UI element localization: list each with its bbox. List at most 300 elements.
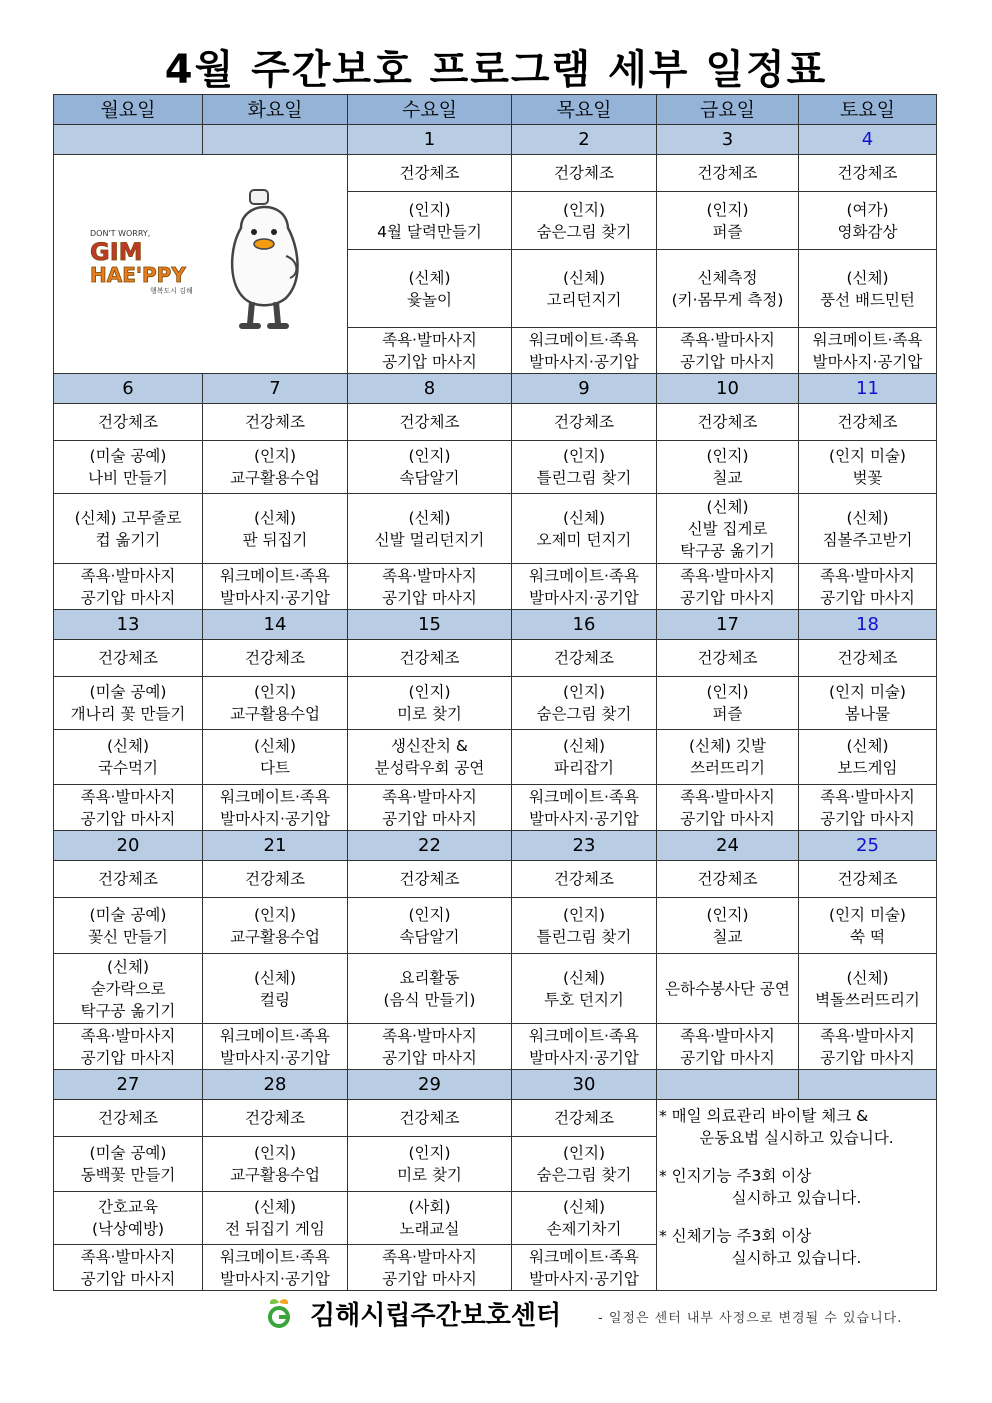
cell-line: 쑥 떡 [850,927,885,946]
exercise-row [54,1100,937,1137]
cell-line: 국수먹기 [98,759,158,777]
cell-line: 나비 만들기 [88,469,168,487]
physical-row [54,954,937,1024]
cell-line: 발마사지·공기압 [220,809,330,828]
program-cell [799,494,937,564]
program-cell [512,1245,657,1291]
cell-line: 속담알기 [399,927,460,946]
program-cell [799,861,937,898]
cell-line: 투호 던지기 [544,990,624,1009]
cell-line: 공기압 마사지 [80,588,176,607]
cell-line: 공기압 마사지 [680,352,775,371]
schedule-table [53,94,937,1291]
cell-line: 족욕·발마사지 [382,330,477,349]
cell-line: (인지 미술) [829,683,906,701]
cell-line: 건강체조 [98,1109,158,1127]
cell-line: (신체) [408,508,451,527]
note-item [659,1225,934,1269]
cell-line: 공기압 마사지 [680,588,775,607]
cell-line: 족욕·발마사지 [680,330,775,349]
cell-line: 건강체조 [697,164,758,182]
cell-line: 족욕·발마사지 [80,1247,176,1266]
cell-line: 족욕·발마사지 [382,1026,477,1045]
program-cell [512,1024,657,1070]
cell-line: (인지) [562,447,606,465]
cell-line: 고리던지기 [546,290,622,309]
cell-line: (인지) [706,683,749,701]
note-line: 실시하고 있습니다. [731,1249,862,1267]
cell-line: 발마사지·공기압 [529,588,639,607]
program-cell [348,1100,512,1137]
program-cell [512,328,657,374]
cell-line: 족욕·발마사지 [680,566,775,585]
date-row [54,831,937,861]
cell-line: (키·몸무게 측정) [671,290,784,309]
cell-line: (음식 만들기) [383,990,476,1009]
program-cell [54,1192,203,1245]
exercise-row [54,404,937,441]
cell-line: 보드게임 [837,759,898,777]
cell-line: 족욕·발마사지 [820,787,915,806]
program-cell [348,1192,512,1245]
program-cell [799,155,937,192]
program-cell [512,640,657,677]
cell-line: 건강체조 [697,413,758,431]
cell-line: 발마사지·공기압 [220,1048,330,1067]
cell-line: 건강체조 [837,649,898,667]
program-cell [348,785,512,831]
note-line: 실시하고 있습니다. [731,1189,862,1207]
program-cell [54,404,203,441]
cell-line: (신체) 고무줄로 [74,508,182,527]
program-cell [348,328,512,374]
page-title: 4월 주간보호 프로그램 세부 일정표 [164,47,828,93]
cell-line: 건강체조 [245,413,305,431]
date-cell: 28 [203,1070,348,1100]
date-cell: 24 [657,831,799,861]
program-cell [512,155,657,192]
program-cell [657,640,799,677]
cell-line: 건강체조 [554,870,614,888]
cell-line: (신체) [253,1198,297,1216]
cell-line: 공기압 마사지 [680,1048,775,1067]
cell-line: 워크메이트·족욕 [529,1247,639,1266]
footer [262,1293,962,1333]
cell-line: 워크메이트·족욕 [529,1026,639,1045]
program-cell [657,404,799,441]
program-cell [203,1100,348,1137]
cell-line: (신체) [562,268,606,287]
cell-line: 족욕·발마사지 [80,1026,176,1045]
cell-line: 건강체조 [399,164,460,182]
cell-line: 쓰러뜨리기 [690,759,765,777]
cell-line: 퍼즐 [712,222,743,241]
program-cell [657,898,799,954]
cell-line: 칠교 [712,469,743,487]
cell-line: 공기압 마사지 [382,588,477,607]
cell-line: 족욕·발마사지 [820,1026,915,1045]
program-cell [348,564,512,610]
cell-line: (신체) [846,737,889,755]
cell-line: 족욕·발마사지 [382,787,477,806]
weekday-header-row [54,95,937,125]
cognitive-row [54,898,937,954]
program-cell [348,155,512,192]
cell-line: 족욕·발마사지 [680,1026,775,1045]
cell-line: (인지) [408,1144,451,1162]
program-cell [54,1024,203,1070]
weekday-wed: 수요일 [348,95,512,125]
cell-line: 4월 달력만들기 [377,222,482,241]
program-cell [54,730,203,785]
date-cell: 25 [799,831,937,861]
date-cell: 16 [512,610,657,640]
cell-line: 개나리 꽃 만들기 [70,705,186,723]
program-cell [54,564,203,610]
cell-line: 컬링 [260,990,290,1009]
cell-line: 간호교육 [98,1198,158,1216]
cell-line: (신체) [562,968,606,987]
cognitive-row [54,441,937,494]
weekday-tue: 화요일 [203,95,348,125]
program-cell [203,898,348,954]
cell-line: 컵 옮기기 [95,530,161,549]
cell-line: 발마사지·공기압 [529,1269,639,1288]
cell-line: (인지) [562,1144,606,1162]
cell-line: 워크메이트·족욕 [220,1026,330,1045]
cell-line: 건강체조 [697,870,758,888]
program-cell [799,441,937,494]
cell-line: 신발 집게로 [687,519,768,538]
cell-line: (신체) [106,737,150,755]
cell-line: 봄나물 [845,705,890,723]
program-cell [203,640,348,677]
massage-row [54,785,937,831]
program-cell [657,155,799,192]
cell-line: 숨은그림 찾기 [536,1166,632,1184]
program-cell [54,1245,203,1291]
program-cell [348,730,512,785]
date-cell: 15 [348,610,512,640]
cell-line: 손제기차기 [546,1220,622,1238]
program-cell [799,328,937,374]
date-cell: 18 [799,610,937,640]
logo-brand-2: HAE'PPY [90,263,186,287]
program-cell [512,785,657,831]
cell-line: 공기압 마사지 [80,1048,176,1067]
cell-line: 숨은그림 찾기 [536,222,632,241]
program-cell [657,328,799,374]
cell-line: 워크메이트·족욕 [529,566,639,585]
program-cell [54,898,203,954]
physical-row [54,494,937,564]
cell-line: 건강체조 [837,870,898,888]
program-cell [203,730,348,785]
program-cell [203,1024,348,1070]
cell-line: (인지) [253,683,297,701]
cell-line: 오제미 던지기 [536,530,632,549]
cell-line: 공기압 마사지 [820,809,915,828]
program-cell [203,441,348,494]
cell-line: 영화감상 [837,222,898,241]
note-line: * 신체기능 주3회 이상 [659,1227,812,1245]
program-cell [512,441,657,494]
cell-line: 벽돌쓰러뜨리기 [815,990,920,1009]
program-cell [512,1137,657,1192]
program-cell [512,404,657,441]
date-cell: 13 [54,610,203,640]
cell-line: 신체측정 [697,268,758,287]
cell-line: 발마사지·공기압 [220,1269,330,1288]
cell-line: (신체) [106,957,150,976]
program-cell [348,441,512,494]
cell-line: (인지 미술) [829,447,906,465]
program-cell [54,640,203,677]
cell-line: (신체) [253,508,297,527]
cell-line: 탁구공 옮기기 [680,541,775,560]
cell-line: 벚꽃 [852,469,883,487]
date-cell: 9 [512,374,657,404]
cognitive-row [54,677,937,730]
cell-line: 건강체조 [98,413,158,431]
cell-line: (신체) [253,968,297,987]
program-cell [54,785,203,831]
cell-line: 숟가락으로 [90,979,166,998]
program-cell [512,898,657,954]
cell-line: 생신잔치 & [391,737,468,755]
cell-line: (신체) [846,968,889,987]
program-cell [203,861,348,898]
massage-row [54,1024,937,1070]
cell-line: 건강체조 [245,870,305,888]
date-cell: 23 [512,831,657,861]
program-cell [512,954,657,1024]
cell-line: (인지) [706,905,749,924]
cell-line: 족욕·발마사지 [680,787,775,806]
program-cell [54,441,203,494]
cell-line: 공기압 마사지 [80,809,176,828]
program-cell [657,192,799,250]
cell-line: 족욕·발마사지 [820,566,915,585]
program-cell [203,785,348,831]
cell-line: 공기압 마사지 [680,809,775,828]
program-cell [512,861,657,898]
cell-line: 미로 찾기 [397,705,462,723]
program-cell [657,861,799,898]
date-row [54,1070,937,1100]
date-cell: 30 [512,1070,657,1100]
program-cell [348,1245,512,1291]
program-cell [657,250,799,328]
cell-line: 짐볼주고받기 [822,530,913,549]
date-cell [799,1070,937,1100]
program-cell [348,677,512,730]
note-line: * 인지기능 주3회 이상 [659,1167,812,1185]
cell-line: (인지) [253,447,297,465]
program-cell [54,1100,203,1137]
note-line: * 매일 의료관리 바이탈 체크 & [659,1107,869,1125]
program-cell [657,564,799,610]
cell-line: 교구활용수업 [230,1166,320,1184]
program-cell [203,564,348,610]
cell-line: (인지) [253,1144,297,1162]
cell-line: (신체) [562,1198,606,1216]
program-cell [348,861,512,898]
program-cell [799,404,937,441]
logo-brand-1: GIM [90,238,143,266]
program-cell [657,730,799,785]
cell-line: 퍼즐 [712,705,743,723]
cell-line: (인지) [408,447,451,465]
cell-line: 전 뒤집기 게임 [225,1220,325,1238]
cell-line: (인지) [562,200,606,219]
cell-line: (인지) [408,905,451,924]
program-cell [348,1137,512,1192]
date-cell [203,125,348,155]
cell-line: 노래교실 [399,1220,460,1238]
cell-line: 건강체조 [554,649,614,667]
program-cell [512,192,657,250]
cell-line: 워크메이트·족욕 [220,566,330,585]
program-cell [348,954,512,1024]
cell-line: 건강체조 [98,649,158,667]
cell-line: (신체) [253,737,297,755]
cell-line: (사회) [408,1198,451,1216]
cell-line: 공기압 마사지 [382,1048,477,1067]
cell-line: (인지) [706,200,749,219]
cell-line: 숨은그림 찾기 [536,705,632,723]
cell-line: 워크메이트·족욕 [220,787,330,806]
program-cell [512,494,657,564]
cell-line: 풍선 배드민턴 [820,290,915,309]
logo-tagline: DON'T WORRY, [90,229,151,238]
program-cell [203,1245,348,1291]
cell-line: 족욕·발마사지 [382,566,477,585]
cell-line: 워크메이트·족욕 [812,330,923,349]
gimhaeppy-logo [86,226,226,296]
cell-line: 건강체조 [399,413,460,431]
cell-line: (미술 공예) [89,447,167,465]
cell-line: 은하수봉사단 공연 [665,979,790,998]
logo-city: 행복도시 김해 [150,287,193,295]
cell-line: 칠교 [712,927,743,946]
note-item [659,1165,934,1209]
date-cell: 7 [203,374,348,404]
program-cell [799,564,937,610]
cell-line: 판 뒤집기 [242,530,308,549]
program-cell [799,898,937,954]
program-cell [657,677,799,730]
date-cell: 3 [657,125,799,155]
cell-line: 틀린그림 찾기 [536,469,632,487]
date-cell: 27 [54,1070,203,1100]
cell-line: 동백꽃 만들기 [80,1166,176,1184]
program-cell [512,250,657,328]
cell-line: 건강체조 [554,164,614,182]
exercise-row [54,861,937,898]
schedule-change-note: - 일정은 센터 내부 사정으로 변경될 수 있습니다. [598,1311,903,1326]
program-cell [799,250,937,328]
program-cell [348,494,512,564]
cell-line: 건강체조 [837,413,898,431]
cell-line: 틀린그림 찾기 [536,927,632,946]
cell-line: 족욕·발마사지 [80,787,176,806]
weekday-fri: 금요일 [657,95,799,125]
cell-line: (신체) [706,497,749,516]
cell-line: 다트 [260,759,290,777]
program-cell [799,192,937,250]
date-cell: 22 [348,831,512,861]
program-cell [657,954,799,1024]
center-name: 김해시립주간보호센터 [310,1301,562,1331]
program-cell [54,861,203,898]
date-cell: 11 [799,374,937,404]
date-row [54,610,937,640]
cell-line: (미술 공예) [89,683,167,701]
cell-line: 워크메이트·족욕 [529,787,639,806]
program-cell [348,640,512,677]
cell-line: 파리잡기 [554,759,614,777]
cell-line: 건강체조 [837,164,898,182]
date-cell: 8 [348,374,512,404]
cell-line: 워크메이트·족욕 [529,330,639,349]
cell-line: 건강체조 [697,649,758,667]
program-cell [348,898,512,954]
program-cell [657,785,799,831]
cell-line: 건강체조 [245,1109,305,1127]
cell-line: 건강체조 [399,870,460,888]
cell-line: 건강체조 [399,649,460,667]
cell-line: 신발 멀리던지기 [374,530,485,549]
program-cell [203,954,348,1024]
program-cell [348,192,512,250]
cell-line: (신체) 깃발 [689,737,766,755]
program-cell [54,677,203,730]
cell-line: 탁구공 옮기기 [80,1001,176,1020]
program-cell [799,1024,937,1070]
cell-line: (신체) [846,268,889,287]
program-cell [799,954,937,1024]
cell-line: (인지) [706,447,749,465]
cell-line: 미로 찾기 [397,1166,462,1184]
cell-line: 발마사지·공기압 [529,1048,639,1067]
cell-line: (미술 공예) [89,1144,167,1162]
weekday-thu: 목요일 [512,95,657,125]
cell-line: 발마사지·공기압 [220,588,330,607]
program-cell [799,785,937,831]
cell-line: 공기압 마사지 [80,1269,176,1288]
program-cell [657,441,799,494]
date-cell: 17 [657,610,799,640]
duck-mascot [216,188,316,338]
date-cell: 21 [203,831,348,861]
program-cell [203,677,348,730]
cell-line: (미술 공예) [89,905,167,924]
center-logo-icon [262,1296,296,1330]
cell-line: 공기압 마사지 [382,1269,477,1288]
program-cell [54,1137,203,1192]
cell-line: 건강체조 [554,1109,614,1127]
cell-line: (인지) [408,200,451,219]
cell-line: (신체) [408,268,451,287]
program-cell [657,494,799,564]
cell-line: (인지 미술) [829,905,906,924]
cell-line: (인지) [253,905,297,924]
program-cell [348,250,512,328]
cell-line: 분성락우회 공연 [374,759,485,777]
cell-line: 공기압 마사지 [820,588,915,607]
cell-line: 꽃신 만들기 [88,927,168,946]
